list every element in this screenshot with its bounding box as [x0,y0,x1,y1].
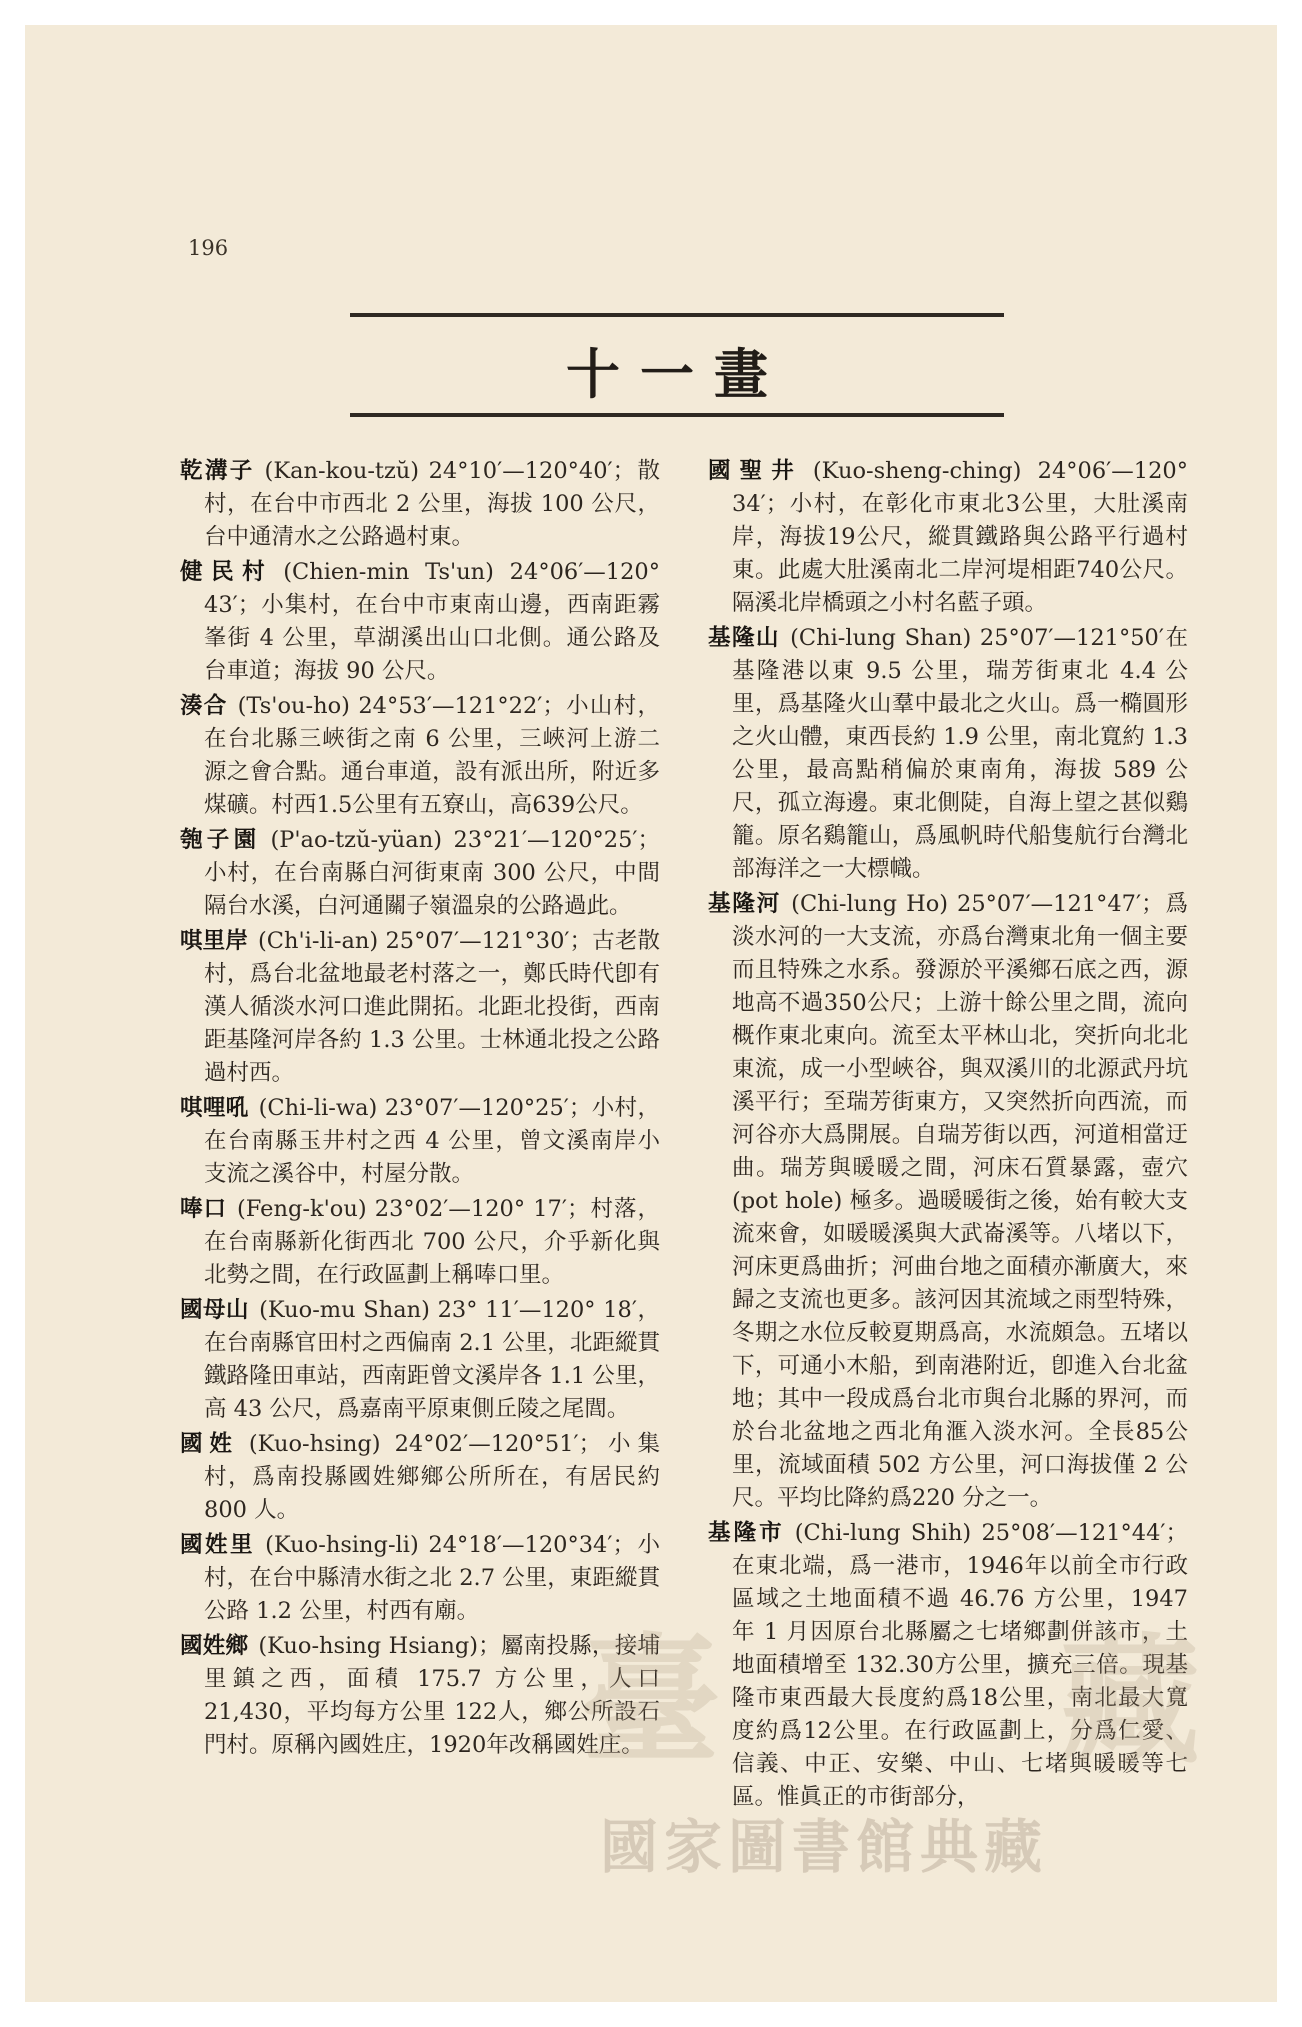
left-column [180,455,660,1764]
entry-text: (Ch'i-li-an) 25°07′—121°30′；古老散村，爲台北盆地最老村落之一，鄭氏時代卽有漢人循淡水河口進此開拓。北距北投街，西南距基隆河岸各約 1.3 公里。士林通北投之公路過村西。 [204,928,660,1086]
watermark-text: 國家圖書館典藏 [600,1813,1049,1881]
dictionary-entry [180,824,660,923]
dictionary-entry [180,1529,660,1628]
entry-text: (P'ao-tzŭ-yüan) 23°21′—120°25′；小村，在台南縣白河街東南 300 公尺，中間隔台水溪，白河通關子嶺溫泉的公路過此。 [204,827,660,919]
watermark-glyph-right: 藏 [1060,1620,1201,1784]
dictionary-entry [180,925,660,1090]
entry-headword: 唪口 [180,1196,228,1222]
entry-headword: 國姓里 [180,1532,256,1558]
entry-text: (Chi-lung Shan) 25°07′—121°50′在基隆港以東 9.5 公里，瑞芳街東北 4.4 公里，爲基隆火山羣中最北之火山。爲一橢圓形之火山體，東西長約 1.9 公里，南北寬約 1.3 公里，最高點稍偏於東南角，海拔 589 公尺，孤立海邊。東北側陡，自海上望之甚似鷄籠。原名鷄籠山，爲風帆時代船隻航行台灣北部海洋之一大標幟。 [732,625,1188,882]
page-number: 196 [188,236,229,260]
dictionary-entry [708,1517,1188,1814]
entry-text: (Kuo-hsing) 24°02′—120°51′；小集村，爲南投縣國姓鄉鄉公所所在，有居民約 800 人。 [204,1431,660,1523]
entry-headword: 國姓鄉 [180,1633,249,1659]
entry-text: (Ts'ou-ho) 24°53′—121°22′；小山村，在台北縣三峽街之南 6 公里，三峽河上游二源之會合點。通台車道，設有派出所，附近多煤礦。村西1.5公里有五寮山，高639公尺。 [204,693,660,818]
entry-text: (Kan-kou-tzŭ) 24°10′—120°40′；散村，在台中市西北 2 公里，海拔 100 公尺，台中通清水之公路過村東。 [204,458,660,550]
entry-text: (Kuo-hsing Hsiang)；屬南投縣，接埔里鎮之西，面積 175.7 方公里，人口 21,430，平均每方公里 122人，鄉公所設石門村。原稱內國姓庄，1920年改稱國姓庄。 [204,1633,660,1758]
title-rule-bottom [350,413,1004,417]
dictionary-entry [180,1193,660,1292]
entry-text: (Chi-lung Ho) 25°07′—121°47′；爲淡水河的一大支流，亦爲台灣東北角一個主要而且特殊之水系。發源於平溪鄉石底之西，源地高不過350公尺；上游十餘公里之間，流向概作東北東向。流至太平林山北，突折向北北東流，成一小型峽谷，與双溪川的北源武丹坑溪平行；至瑞芳街東方，又突然折向西流，而河谷亦大爲開展。自瑞芳街以西，河道相當迂曲。瑞芳與暖暖之間，河床石質暴露，壺穴 (pot hole) 極多。過暖暖街之後，始有較大支流來會，如暖暖溪與大武崙溪等。八堵以下，河床更爲曲折；河曲台地之面積亦漸廣大，來歸之支流也更多。該河因其流域之雨型特殊，冬期之水位反較夏期爲高，水流頗急。五堵以下，可通小木船，到南港附近，卽進入台北盆地；其中一段成爲台北市與台北縣的界河，而於台北盆地之西北角滙入淡水河。全長85公里，流域面積 502 方公里，河口海拔僅 2 公尺。平均比降約爲220 分之一。 [732,891,1188,1511]
entry-headword: 國聖井 [708,458,803,484]
entry-text: (Kuo-hsing-li) 24°18′—120°34′；小村，在台中縣清水街之北 2.7 公里，東距縱貫公路 1.2 公里，村西有廟。 [204,1532,660,1624]
entry-text: (Chi-lung Shih) 25°08′—121°44′；在東北端，爲一港市，1946年以前全市行政區域之土地面積不過 46.76 方公里，1947 年 1 月因原台北縣屬之七堵鄉劃併該市，土地面積增至 132.30方公里，擴充三倍。現基隆市東西最大長度約爲18公里，南北最大寬度約爲12公里。在行政區劃上，分爲仁愛、信義、中正、安樂、中山、七堵與暖暖等七區。惟眞正的市街部分， [732,1520,1188,1810]
entry-headword: 健民村 [180,559,274,585]
entry-headword: 國母山 [180,1297,250,1323]
title-rule-top [350,313,1004,317]
dictionary-entry [180,1092,660,1191]
dictionary-entry [180,1294,660,1426]
section-title: 十一畫 [566,342,788,406]
dictionary-entry [180,1428,660,1527]
dictionary-entry [708,888,1188,1515]
right-column [708,455,1188,1816]
entry-text: (Chi-li-wa) 23°07′—120°25′；小村，在台南縣玉井村之西 4 公里，曾文溪南岸小支流之溪谷中，村屋分散。 [204,1095,660,1187]
entry-headword: 匏子園 [180,827,261,853]
entry-headword: 乾溝子 [180,458,255,484]
dictionary-entry [180,690,660,822]
dictionary-entry [180,556,660,688]
entry-headword: 基隆河 [708,891,782,917]
entry-headword: 國姓 [180,1431,239,1457]
entry-text: (Feng-k'ou) 23°02′—120° 17′；村落，在台南縣新化街西北 700 公尺，介乎新化與北勢之間，在行政區劃上稱唪口里。 [204,1196,660,1288]
watermark-glyph-left: 臺 [580,1620,721,1784]
entry-text: (Kuo-mu Shan) 23° 11′—120° 18′，在台南縣官田村之西偏南 2.1 公里，北距縱貫鐵路隆田車站，西南距曾文溪岸各 1.1 公里，高 43 公尺，爲嘉南平原東側丘陵之尾閭。 [204,1297,660,1422]
entry-headword: 唭里岸 [180,928,248,954]
dictionary-entry [708,622,1188,886]
dictionary-entry [180,1630,660,1762]
entry-headword: 唭哩吼 [180,1095,249,1121]
dictionary-entry [708,455,1188,620]
dictionary-entry [180,455,660,554]
entry-text: (Kuo-sheng-ching) 24°06′—120° 34′；小村，在彰化市東北3公里，大肚溪南岸，海拔19公尺，縱貫鐵路與公路平行過村東。此處大肚溪南北二岸河堤相距740公尺。隔溪北岸橋頭之小村名藍子頭。 [732,458,1188,616]
entry-headword: 基隆市 [708,1520,785,1546]
entry-text: (Chien-min Ts'un) 24°06′—120° 43′；小集村，在台中市東南山邊，西南距霧峯街 4 公里，草湖溪出山口北側。通公路及台車道；海拔 90 公尺。 [204,559,660,684]
entry-headword: 湊合 [180,693,228,719]
entry-headword: 基隆山 [708,625,781,651]
